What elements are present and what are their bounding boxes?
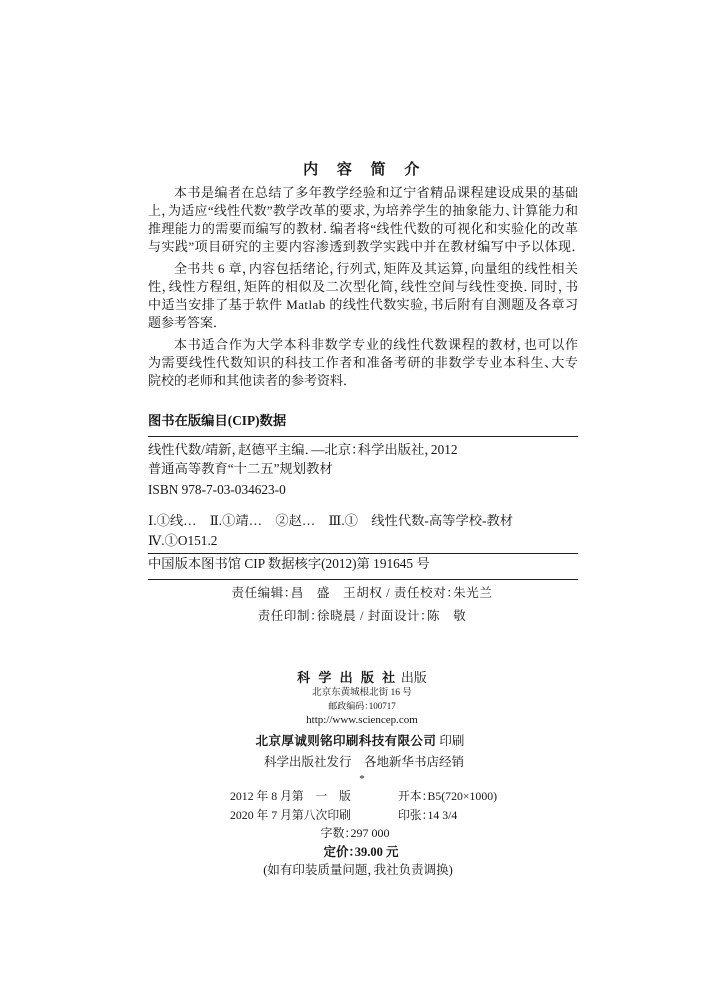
paragraph-line: 推理能力的需要而编写的教材．编者将“线性代数的可视化和实验化的改革 — [148, 221, 579, 236]
cip-top-rule — [148, 436, 578, 437]
production-credits: 责任印制：徐晓晨 / 封面设计：陈 敬 — [257, 609, 467, 623]
paragraph-line: 全书共 6 章，内容包括绪论，行列式，矩阵及其运算，向量组的线性相关 — [174, 261, 579, 276]
paragraph-line: 本书是编者在总结了多年教学经验和辽宁省精品课程建设成果的基础 — [174, 185, 579, 200]
publisher-line — [4, 670, 720, 686]
cip-middle-rule — [148, 553, 578, 554]
paragraph-line: 上，为适应“线性代数”教学改革的要求，为培养学生的抽象能力、计算能力和 — [148, 203, 579, 218]
publisher-name: 科 学 出 版 社 — [297, 670, 398, 685]
price: 定价：39.00 元 — [323, 845, 399, 859]
printer-name: 北京厚诚则铭印刷科技有限公司 — [255, 734, 437, 748]
paragraph-line: 本书适合作为大学本科非数学专业的线性代数课程的教材，也可以作 — [174, 337, 579, 352]
cip-classification-2: Ⅳ.①O151.2 — [148, 533, 218, 548]
printer-line — [4, 733, 716, 749]
cip-entry-series: 普通高等教育“十二五”规划教材 — [148, 461, 333, 476]
word-count: 字数：297 000 — [320, 826, 390, 840]
publisher-website: http://www.sciencep.com — [306, 714, 418, 726]
cip-entry-title: 线性代数/靖新，赵德平主编．—北京：科学出版社，2012 — [148, 442, 458, 457]
paragraph-line: 性，线性方程组，矩阵的相似及二次型化简，线性空间与线性变换．同时，书 — [148, 279, 579, 294]
cip-heading: 图书在版编目(CIP)数据 — [148, 413, 287, 428]
distribution-line: 科学出版社发行 各地新华书店经销 — [263, 755, 464, 769]
cip-classification-1: Ⅰ.①线… Ⅱ.①靖… ②赵… Ⅲ.① 线性代数-高等学校-教材 — [148, 513, 514, 528]
paragraph-line: 院校的老师和其他读者的参考资料． — [148, 373, 350, 388]
cip-bottom-rule — [148, 579, 578, 580]
publisher-address: 北京东黄城根北街 16 号 — [312, 688, 412, 698]
cip-entry-isbn: ISBN 978-7-03-034623-0 — [148, 482, 286, 497]
printed-sheets: 印张：14 3/4 — [398, 808, 458, 822]
page-title: 内 容 简 介 — [303, 162, 427, 178]
edition-printing: 2020 年 7 月第八次印刷 — [230, 808, 351, 822]
publisher-role: 出版 — [400, 670, 427, 685]
summary-paragraph-1 — [148, 184, 578, 256]
paragraph-line: 中适当安排了基于软件 Matlab 的线性代数实验，书后附有自测题及各章习 — [148, 297, 579, 312]
quality-notice: (如有印装质量问题，我社负责调换) — [263, 863, 453, 877]
paragraph-line: 与实践”项目研究的主要内容渗透到教学实践中并在教材编写中予以体现． — [148, 239, 579, 254]
summary-paragraph-3 — [148, 336, 578, 390]
publisher-postcode: 邮政编码：100717 — [328, 701, 396, 711]
cip-record-number: 中国版本图书馆 CIP 数据核字(2012)第 191645 号 — [148, 556, 430, 571]
printer-role: 印刷 — [439, 734, 465, 748]
summary-paragraph-2 — [148, 260, 578, 332]
separator-mark: * — [359, 773, 365, 785]
editor-credits: 责任编辑：昌 盛 王胡权 / 责任校对：朱光兰 — [231, 586, 493, 600]
paragraph-line: 题参考答案． — [148, 315, 220, 330]
book-format: 开本：B5(720×1000) — [398, 789, 498, 803]
edition-first: 2012 年 8 月第 一 版 — [230, 789, 351, 803]
paragraph-line: 为需要线性代数知识的科技工作者和准备考研的非数学专业本科生、大专 — [148, 355, 579, 370]
